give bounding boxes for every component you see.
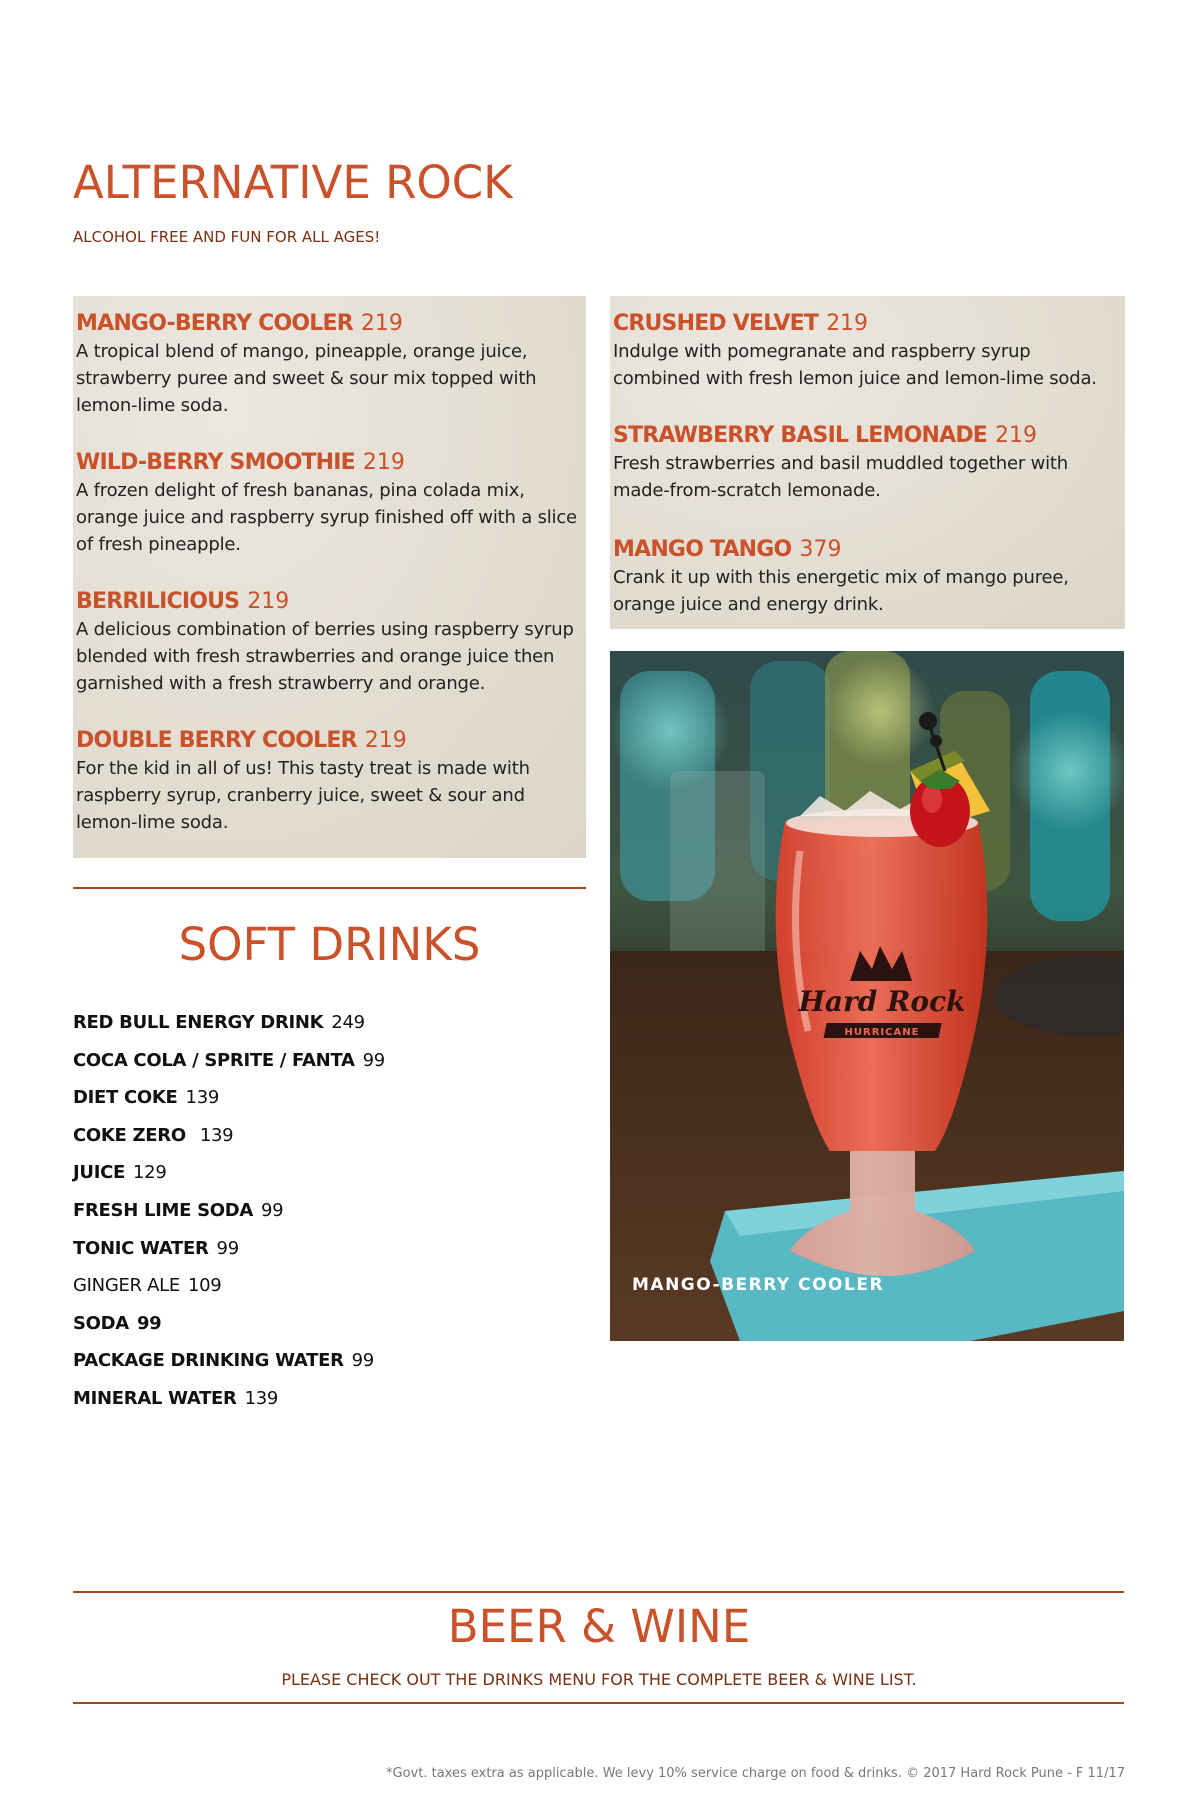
list-item: [73, 1388, 385, 1426]
drink-name: SODA: [73, 1312, 129, 1334]
list-item: [73, 1087, 385, 1125]
list-item: [73, 1350, 385, 1388]
divider: [73, 1591, 1124, 1593]
drink-name: COKE ZERO: [73, 1124, 192, 1146]
list-item: [73, 1200, 385, 1238]
list-item: [73, 1050, 385, 1088]
item-price: 219: [364, 728, 407, 753]
drink-name: DIET COKE: [73, 1087, 178, 1109]
menu-panel-right: [610, 296, 1125, 629]
item-description: A delicious combination of berries using raspberry syrup blended with fresh strawberries and orange juice then garnished with a fresh strawberry and orange.: [76, 619, 574, 694]
item-description: For the kid in all of us! This tasty treat is made with raspberry syrup, cranberry juice, sweet & sour and lemon-lime soda.: [76, 758, 530, 833]
section-title-alternative-rock: ALTERNATIVE ROCK: [73, 156, 513, 209]
drink-name: TONIC WATER: [73, 1237, 209, 1259]
drink-price: 99: [136, 1312, 162, 1334]
section-title-beer-wine: BEER & WINE: [447, 1600, 751, 1653]
item-price: 219: [247, 589, 290, 614]
glass-logo-text: Hard Rock: [798, 985, 966, 1018]
divider: [73, 887, 586, 889]
photo-caption: MANGO-BERRY COOLER: [632, 1275, 885, 1295]
drink-price: 139: [244, 1387, 279, 1409]
item-price: 379: [799, 537, 842, 562]
menu-item: [613, 422, 1121, 504]
drink-price: 249: [331, 1012, 365, 1033]
menu-item: [613, 310, 1121, 392]
item-price: 219: [360, 311, 403, 336]
drink-name: FRESH LIME SODA: [73, 1199, 254, 1221]
list-item: [73, 1238, 385, 1276]
drink-price: 99: [351, 1350, 374, 1372]
drink-name: RED BULL ENERGY DRINK: [73, 1012, 324, 1033]
drink-price: 139: [199, 1124, 234, 1146]
item-name: DOUBLE BERRY COOLER: [76, 728, 357, 753]
drink-name: GINGER ALE: [73, 1275, 180, 1297]
item-price: 219: [995, 423, 1038, 448]
divider: [73, 1702, 1124, 1704]
glass-logo-subtext: HURRICANE: [844, 1027, 920, 1038]
item-description: Indulge with pomegranate and raspberry syrup combined with fresh lemon juice and lemon-lime soda.: [613, 341, 1097, 389]
footer-note: *Govt. taxes extra as applicable. We levy 10% service charge on food & drinks. © 2017 Hard Rock Pune - F 11/17: [386, 1766, 1125, 1781]
list-item: [73, 1012, 385, 1050]
item-description: Crank it up with this energetic mix of mango puree, orange juice and energy drink.: [613, 567, 1069, 615]
drink-price: 109: [188, 1275, 222, 1297]
item-description: A tropical blend of mango, pineapple, orange juice, strawberry puree and sweet & sour mix topped with lemon-lime soda.: [76, 341, 537, 416]
drink-name: PACKAGE DRINKING WATER: [73, 1350, 344, 1372]
drink-price: 129: [133, 1162, 167, 1184]
soft-drinks-list: [73, 1012, 385, 1426]
item-price: 219: [826, 311, 869, 336]
section-title-soft-drinks: SOFT DRINKS: [178, 918, 481, 971]
list-item: [73, 1125, 385, 1163]
list-item: [73, 1162, 385, 1200]
drink-price: 139: [185, 1087, 220, 1109]
item-name: MANGO-BERRY COOLER: [76, 311, 353, 336]
drink-name: MINERAL WATER: [73, 1387, 237, 1409]
item-name: MANGO TANGO: [613, 537, 792, 562]
item-name: WILD-BERRY SMOOTHIE: [76, 450, 355, 475]
drink-photo: [610, 651, 1124, 1341]
drink-price: 99: [362, 1049, 385, 1071]
drink-name: JUICE: [73, 1162, 126, 1184]
menu-panel-left: [73, 296, 586, 858]
hurricane-glass-illustration: [610, 651, 1124, 1341]
menu-item: [613, 536, 1121, 618]
item-name: CRUSHED VELVET: [613, 311, 819, 336]
section-subtitle: ALCOHOL FREE AND FUN FOR ALL AGES!: [73, 228, 381, 246]
list-item: [73, 1275, 385, 1313]
menu-item: [76, 449, 582, 558]
drink-price: 99: [216, 1237, 239, 1259]
list-item: [73, 1313, 385, 1351]
drink-price: 99: [261, 1199, 284, 1221]
item-price: 219: [362, 450, 405, 475]
item-name: BERRILICIOUS: [76, 589, 240, 614]
menu-item: [76, 727, 582, 836]
item-name: STRAWBERRY BASIL LEMONADE: [613, 423, 988, 448]
beer-wine-note: PLEASE CHECK OUT THE DRINKS MENU FOR THE COMPLETE BEER & WINE LIST.: [281, 1670, 917, 1689]
drink-name: COCA COLA / SPRITE / FANTA: [73, 1049, 355, 1071]
item-description: Fresh strawberries and basil muddled together with made-from-scratch lemonade.: [613, 453, 1068, 501]
item-description: A frozen delight of fresh bananas, pina colada mix, orange juice and raspberry syrup finished off with a slice of fresh pineapple.: [76, 480, 577, 555]
menu-item: [76, 310, 582, 419]
menu-item: [76, 588, 582, 697]
